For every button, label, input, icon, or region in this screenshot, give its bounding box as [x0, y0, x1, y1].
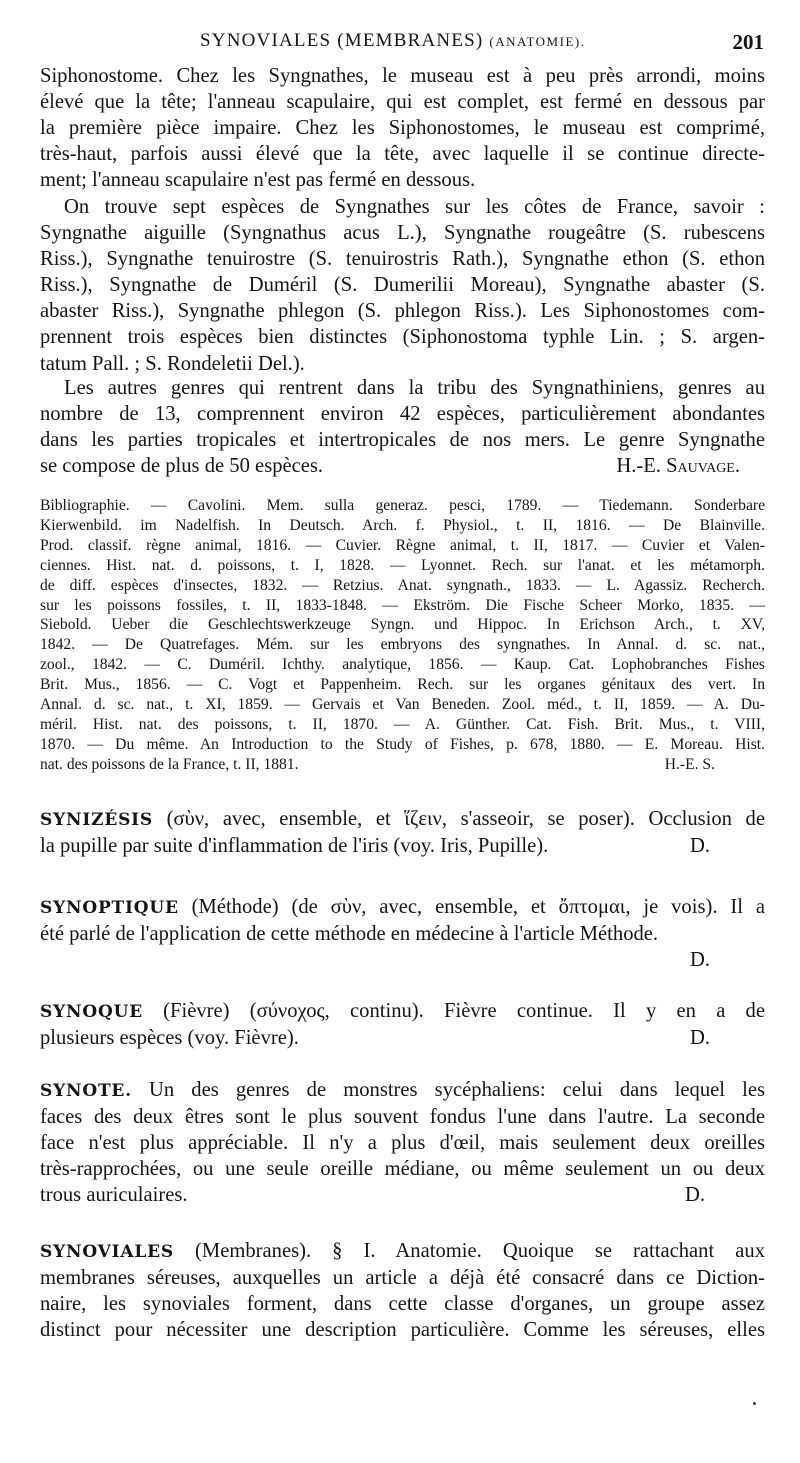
text-line: tatum Pall. ; S. Rondeletii Del.). [40, 352, 305, 375]
text-line: Riss.), Syngnathe tenuirostre (S. tenuirostris Rath.), Syngnathe ethon (S. ethon [40, 248, 765, 271]
biblio-line: Kierwenbild. im Nadelfish. In Deutsch. Arch. f. Physiol., t. II, 1816. — De Blainville. [40, 516, 765, 534]
text-line: Siphonostome. Chez les Syngnathes, le museau est à peu près arrondi, moins [40, 65, 765, 87]
paragraph-species [40, 194, 765, 377]
text-line [40, 833, 765, 859]
text-line: naire, les synoviales forment, dans cette classe d'organes, un groupe assez [40, 1293, 765, 1316]
text-line: nombre de 13, comprennent environ 42 espèces, particulièrement abondantes [40, 403, 765, 426]
biblio-line: Prod. classif. règne animal, 1816. — Cuvier. Règne animal, t. II, 1817. — Cuvier et Valen- [40, 536, 765, 554]
entry-headword: SYNOTE. [40, 1081, 132, 1101]
text-line: distinct pour nécessiter une description particulière. Comme les séreuses, elles [40, 1319, 765, 1342]
page-number: 201 [732, 30, 764, 54]
entry-headword: SYNIZÉSIS [40, 810, 153, 830]
biblio-line [40, 755, 765, 775]
biblio-line: Annal. d. sc. nat., t. XI, 1859. — Gervais et Van Beneden. Zool. méd., t. II, 1859. — A. Du- [40, 696, 765, 714]
text-line [40, 894, 765, 921]
text-line: Syngnathe aiguille (Syngnathus acus L.), Syngnathe rougeâtre (S. rubescens [40, 222, 765, 245]
text-line [40, 1182, 765, 1208]
paragraph-genres [40, 375, 765, 479]
text-line [40, 1025, 765, 1051]
paragraph-intro [40, 63, 765, 193]
entry-signature: D. [689, 1027, 710, 1050]
text-line: prennent trois espèces bien distinctes (Siphonostoma typhle Lin. ; S. argen- [40, 326, 765, 349]
text-line: très-rapprochées, ou une seule oreille médiane, ou même seulement un ou deux [40, 1158, 765, 1181]
running-head-title [200, 30, 585, 52]
text-line: Les autres genres qui rentrent dans la tribu des Syngnathiniens, genres au [64, 377, 765, 399]
entry-text: (Membranes). § I. Anatomie. Quoique se rattachant aux [173, 1240, 765, 1262]
text-line: la première pièce impaire. Chez les Siphonostomes, le museau est comprimé, [40, 117, 765, 140]
text-line: faces des deux êtres sont le plus souvent fondus l'une dans l'autre. La seconde [40, 1106, 765, 1129]
author-signature: H.-E. S. [664, 755, 715, 773]
text-line: dans les parties tropicales et intertropicales de nos mers. Le genre Syngnathe [40, 429, 765, 452]
entry-signature: D. [689, 835, 710, 858]
text-line: élevé que la tête; l'anneau scapulaire, qui est complet, est fermé en dessous par [40, 91, 765, 114]
text-line: face n'est plus appréciable. Il n'y a plus d'œil, mais seulement deux oreilles [40, 1132, 765, 1155]
entry-signature: D. [684, 1184, 705, 1207]
biblio-line: Brit. Mus., 1856. — C. Vogt et Pappenheim. Rech. sur les organes génitaux des vert. In [40, 676, 765, 694]
entry-headword: SYNOVIALES [40, 1242, 174, 1262]
bibliography [40, 496, 765, 775]
print-speck [753, 1402, 756, 1405]
text-line: Riss.), Syngnathe de Duméril (S. Dumerilii Moreau), Syngnathe abaster (S. [40, 274, 765, 297]
text-line: été parlé de l'application de cette méthode en médecine à l'article Méthode. [40, 923, 659, 946]
entry-synizesis [40, 806, 765, 859]
text-line: très-haut, parfois aussi élevé que la tête, avec laquelle il se continue directe- [40, 143, 765, 166]
biblio-line: zool., 1842. — C. Duméril. Ichthy. analytique, 1856. — Kaup. Cat. Lophobranches Fishes [40, 656, 765, 674]
text-line [40, 1238, 765, 1265]
running-head-subtitle: (ANATOMIE). [489, 34, 586, 49]
entry-text: Un des genres de monstres sycéphaliens: celui dans lequel les [131, 1079, 765, 1101]
biblio-line-content: nat. des poissons de la France, t. II, 1881. [40, 755, 299, 773]
biblio-line: Siebold. Ueber die Geschlechtswerkzeuge Syngn. und Hippoc. In Erichson Arch., t. XV, [40, 616, 765, 634]
running-head-text: SYNOVIALES (MEMBRANES) [200, 30, 484, 51]
text-line: ment; l'anneau scapulaire n'est pas fermé en dessous. [40, 169, 476, 192]
entry-synote [40, 1077, 765, 1208]
biblio-line: 1870. — Du même. An Introduction to the Study of Fishes, p. 678, 1880. — E. Moreau. Hist. [40, 735, 765, 753]
entry-text: plusieurs espèces (voy. Fièvre). [40, 1027, 299, 1050]
biblio-line: sur les poissons fossiles, t. II, 1833-1848. — Ekström. Die Fische Scheer Morko, 1835. — [40, 596, 765, 614]
text-line: abaster Riss.), Syngnathe phlegon (S. phlegon Riss.). Les Siphonostomes com- [40, 300, 765, 323]
entry-text: (Fièvre) (σύνοχος, continu). Fièvre continue. Il y en a de [142, 1000, 765, 1022]
entry-text: (Méthode) (de σὺν, avec, ensemble, et ὄπτομαι, je vois). Il a [178, 896, 765, 918]
entry-synoque [40, 998, 765, 1051]
entry-headword: SYNOQUE [40, 1002, 143, 1022]
text-line [40, 1077, 765, 1104]
text-line: On trouve sept espèces de Syngnathes sur les côtes de France, savoir : [64, 196, 765, 218]
text-line [40, 806, 765, 833]
text-line [40, 998, 765, 1025]
entry-signature: D. [689, 949, 710, 972]
author-signature: H.-E. Sauvage. [616, 455, 740, 478]
biblio-line: méril. Hist. nat. des poissons, t. II, 1870. — A. Günther. Cat. Fish. Brit. Mus., t. VIII, [40, 715, 765, 733]
text-line [40, 453, 765, 479]
biblio-line: 1842. — De Quatrefages. Mém. sur les embryons des syngnathes. In Annal. d. sc. nat., [40, 636, 765, 654]
entry-synoviales [40, 1238, 765, 1343]
biblio-line: de diff. espèces d'insectes, 1832. — Retzius. Anat. syngnath., 1833. — L. Agassiz. Recherch. [40, 576, 765, 594]
text-line-content: se compose de plus de 50 espèces. [40, 455, 324, 478]
text-line: membranes séreuses, auxquelles un article a déjà été consacré dans ce Diction- [40, 1267, 765, 1290]
running-head [0, 30, 800, 60]
entry-text: la pupille par suite d'inflammation de l'iris (voy. Iris, Pupille). [40, 835, 549, 858]
entry-synoptique [40, 894, 765, 973]
biblio-line: Bibliographie. — Cavolini. Mem. sulla generaz. pesci, 1789. — Tiedemann. Sonderbare [40, 497, 765, 514]
entry-text: trous auriculaires. [40, 1184, 188, 1207]
entry-text: (σὺν, avec, ensemble, et ἵζειν, s'asseoir, se poser). Occlusion de [152, 808, 765, 830]
biblio-line: ciennes. Hist. nat. d. poissons, t. I, 1828. — Lyonnet. Rech. sur l'anat. et les métamorph. [40, 556, 765, 574]
entry-headword: SYNOPTIQUE [40, 898, 179, 918]
